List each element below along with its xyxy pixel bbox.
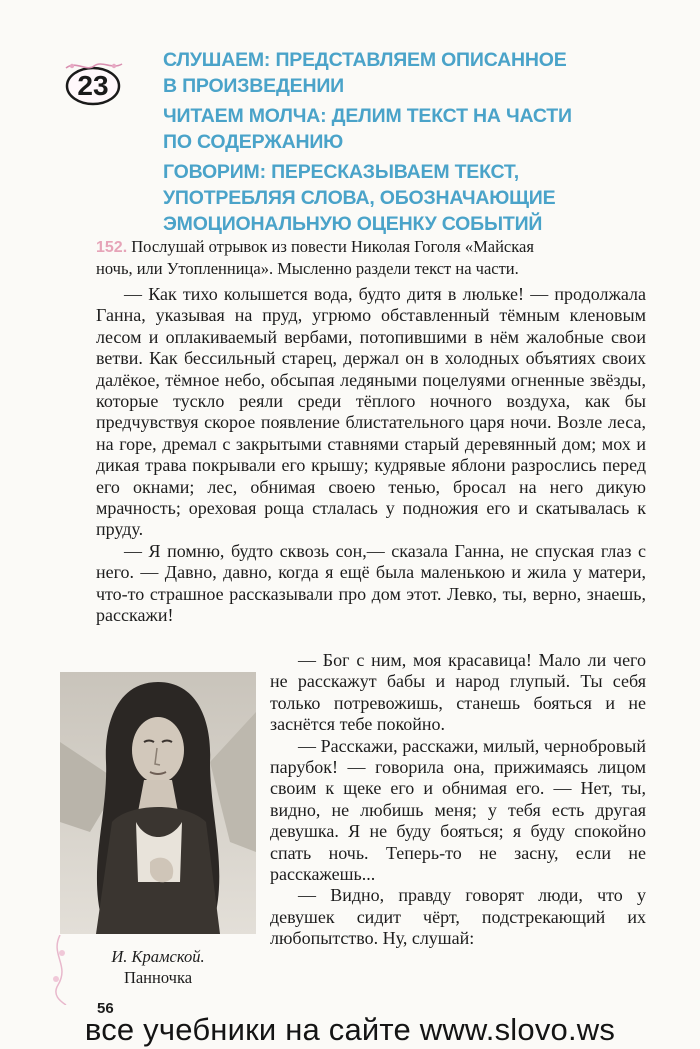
page-number: 56 <box>97 1000 114 1017</box>
story-paragraph: — Расскажи, расскажи, милый, чернобровый парубок! — говорила она, прижимаясь лицом своим к щеке его и обнимая его. — Нет, ты, видно, не любишь меня; у тебя есть другая девушка. Я не буду бояться; я буду спокойно спать ночь. Теперь-то не засну, если не расскажешь... <box>270 735 646 885</box>
heading-line: ПО СОДЕРЖАНИЮ <box>163 131 344 153</box>
floral-ornament-icon <box>40 935 80 1005</box>
illustration-author: И. Крамской. <box>111 947 205 966</box>
lesson-badge <box>62 58 126 110</box>
story-text-column <box>270 650 646 950</box>
illustration-caption <box>60 946 256 988</box>
site-watermark: все учебники на сайте www.slovo.ws <box>84 1012 616 1047</box>
heading-line: СЛУШАЕМ: ПРЕДСТАВЛЯЕМ ОПИСАННОЕ <box>163 49 567 71</box>
lesson-headings <box>163 47 683 237</box>
lesson-number: 23 <box>77 70 109 101</box>
heading-line: ЧИТАЕМ МОЛЧА: ДЕЛИМ ТЕКСТ НА ЧАСТИ <box>163 105 572 127</box>
exercise-number: 152. <box>96 239 128 256</box>
exercise-task-line: Послушай отрывок из повести Николая Гоголя «Майская <box>131 237 534 256</box>
illustration-title: Панночка <box>123 968 193 987</box>
story-text <box>96 284 646 627</box>
heading-line: УПОТРЕБЛЯЯ СЛОВА, ОБОЗНАЧАЮЩИЕ <box>163 187 556 209</box>
portrait-illustration <box>60 672 256 934</box>
story-paragraph: — Как тихо колышется вода, будто дитя в люльке! — продолжала Ганна, указывая на пруд, угрюмо обставленный тёмным кленовым лесом и оплакиваемый вербами, потопившими в нём жалобные свои ветви. Как бессильный старец, держал он в холодных объятиях своих далёкое, тёмное небо, обсыпая ледяными поцелуями огненные звёзды, которые тускло реяли среди тёплого ночного воздуха, как бы предчувствуя скорое появление блистательного царя ночи. Возле леса, на горе, дремал с закрытыми ставнями старый деревянный дом; мох и дикая трава покрывали его крышу; кудрявые яблони разрослись перед его окнами; лес, обнимая своею тенью, бросал на него дикую мрачность; ореховая роща стлалась у подножия его и скатывалась к пруду. <box>96 284 646 540</box>
heading-line: ЭМОЦИОНАЛЬНУЮ ОЦЕНКУ СОБЫТИЙ <box>163 213 543 235</box>
story-paragraph: — Бог с ним, моя красавица! Мало ли чего не расскажут бабы и народ глупый. Ты себя только потревожишь, станешь бояться и не заснётся тебе покойно. <box>270 650 646 735</box>
heading-line: В ПРОИЗВЕДЕНИИ <box>163 75 344 97</box>
portrait-image-icon <box>60 672 256 934</box>
heading-speak <box>163 159 683 237</box>
heading-line: ГОВОРИМ: ПЕРЕСКАЗЫВАЕМ ТЕКСТ, <box>163 161 519 183</box>
story-paragraph: — Я помню, будто сквозь сон,— сказала Ганна, не спуская глаз с него. — Давно, давно, когда я ещё была маленькою и жила у матери, что-то страшное рассказывали про дом этот. Левко, ты, верно, знаешь, расскажи! <box>96 540 646 626</box>
heading-read <box>163 103 683 155</box>
heading-listen <box>163 47 683 99</box>
exercise-task-line: ночь, или Утопленница». Мысленно раздели текст на части. <box>96 259 519 278</box>
exercise-task <box>96 236 646 279</box>
story-paragraph: — Видно, правду говорят люди, что у девушек сидит чёрт, подстрекающий их любопытство. Ну, слушай: <box>270 885 646 949</box>
